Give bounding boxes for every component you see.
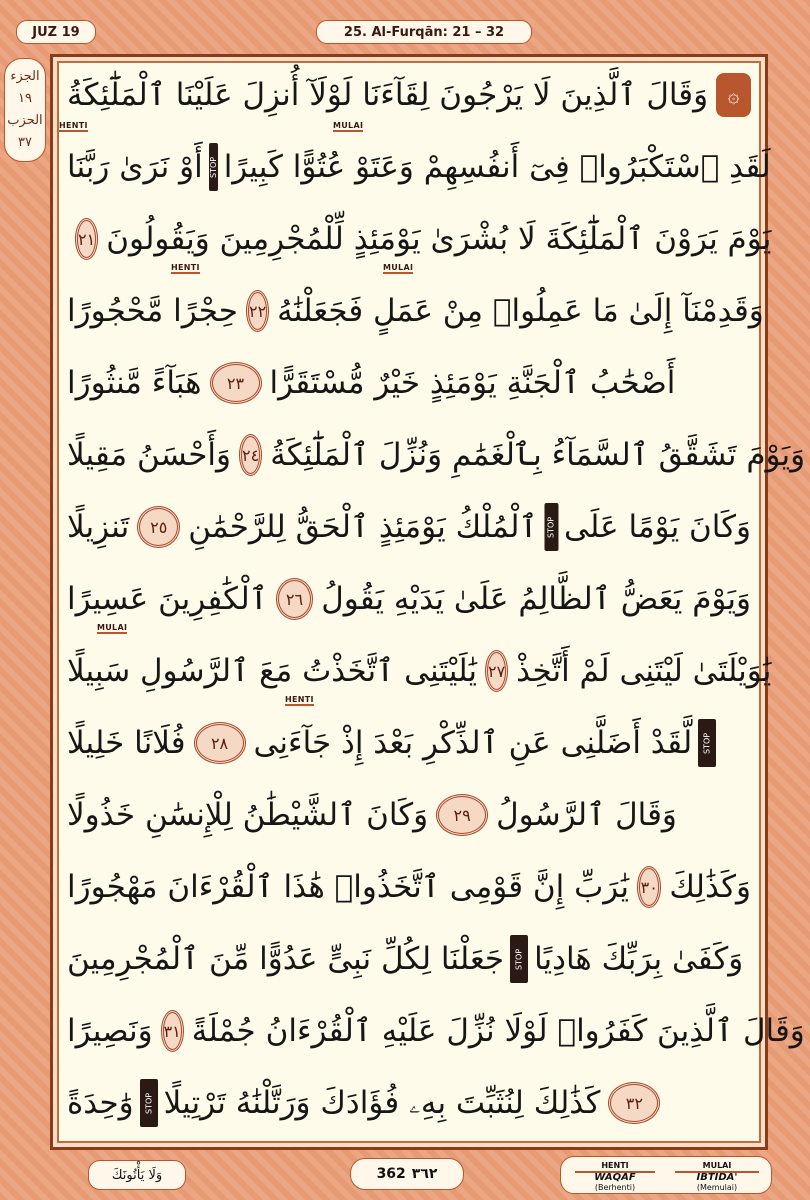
text-line-11 <box>67 781 751 849</box>
verse-text: يَٰرَبِّ إِنَّ قَوْمِى ٱتَّخَذُوا۟ هَٰذَا ٱلْقُرْءَانَ مَهْجُورًا <box>67 869 630 905</box>
stop-mark: STOP <box>510 935 528 983</box>
page-number-latin: 362 <box>376 1166 406 1182</box>
ayah-number-marker: ٢٨ <box>194 722 246 764</box>
text-line-12 <box>67 853 751 921</box>
juz-word: الجزء <box>10 69 40 84</box>
verse-text: وَقَالَ ٱلرَّسُولُ <box>496 797 677 833</box>
hizb-word: الحزب <box>7 113 43 128</box>
verse-text: وَكَفَىٰ بِرَبِّكَ هَادِيًا <box>534 941 744 977</box>
verse-text: وَأَحْسَنُ مَقِيلًا <box>67 437 231 473</box>
juz-label: JUZ 19 <box>16 20 96 44</box>
verse-text: وَقَالَ ٱلَّذِينَ كَفَرُوا۟ لَوْلَا نُزِّلَ عَلَيْهِ ٱلْقُرْءَانُ جُمْلَةً <box>191 1013 805 1049</box>
verse-text: ٱلْمُلْكُ يَوْمَئِذٍ ٱلْحَقُّ لِلرَّحْمَٰنِ <box>188 509 538 545</box>
ayah-number-marker: ٣٠ <box>637 866 661 908</box>
mulai-tag: MULAI <box>97 623 128 632</box>
verse-text: يَوْمَ يَرَوْنَ ٱلْمَلَٰٓئِكَةَ لَا بُشْرَىٰ يَوْمَئِذٍ لِّلْمُجْرِمِينَ وَيَقُولُونَ <box>106 221 772 257</box>
ayah-number-marker: ٢٥ <box>137 506 180 548</box>
mulai-tag: MULAI <box>333 121 364 130</box>
legend-ibtida <box>675 1161 759 1193</box>
text-line-5 <box>67 349 751 417</box>
text-line-14 <box>67 997 805 1065</box>
verse-text: أَوْ نَرَىٰ رَبَّنَا <box>67 149 203 185</box>
legend-ibtida-sub: (Memulai) <box>696 1183 738 1192</box>
ayah-number-marker: ٢٣ <box>210 362 262 404</box>
stop-mark: STOP <box>209 143 218 191</box>
verse-text: تَنزِيلًا <box>67 509 130 545</box>
text-line-1 <box>67 61 751 129</box>
henti-tag: HENTI <box>59 121 88 130</box>
verse-text: وَقَالَ ٱلَّذِينَ لَا يَرْجُونَ لِقَآءَنَا لَوْلَآ أُنزِلَ عَلَيْنَا ٱلْمَلَٰٓئِكَةُ <box>67 77 709 113</box>
quran-page <box>50 54 806 1150</box>
verse-text: وَكَانَ يَوْمًا عَلَى <box>564 509 751 545</box>
next-page-word: وَلَا يَأْتُونَكَ <box>88 1160 186 1190</box>
legend-mulai-label: MULAI <box>675 1161 759 1173</box>
page-number-arabic: ٣٦٢ <box>411 1166 438 1182</box>
verse-text: وَيَوْمَ تَشَقَّقُ ٱلسَّمَآءُ بِٱلْغَمَٰمِ وَنُزِّلَ ٱلْمَلَٰٓئِكَةُ <box>270 437 806 473</box>
henti-tag: HENTI <box>171 263 200 272</box>
legend-ibtida-label: IBTIDA' <box>696 1172 738 1183</box>
ayah-number-marker: ٣١ <box>161 1010 184 1052</box>
text-line-6 <box>67 421 806 489</box>
verse-text: وَٰحِدَةً <box>67 1085 134 1121</box>
verse-text: يَٰوَيْلَتَىٰ لَيْتَنِى لَمْ أَتَّخِذْ <box>516 653 772 689</box>
verse-text: وَيَوْمَ يَعَضُّ ٱلظَّالِمُ عَلَىٰ يَدَيْهِ يَقُولُ <box>321 581 751 617</box>
text-line-9 <box>67 637 772 705</box>
verse-text: وَكَذَٰلِكَ <box>669 869 751 905</box>
verse-text: لَقَدِ ٱسْتَكْبَرُوا۟ فِىٓ أَنفُسِهِمْ وَعَتَوْ عُتُوًّا كَبِيرًا <box>223 149 771 185</box>
juz-number: ١٩ <box>18 91 32 106</box>
verse-text: كَذَٰلِكَ لِنُثَبِّتَ بِهِۦ فُؤَادَكَ وَرَتَّلْنَٰهُ تَرْتِيلًا <box>163 1084 601 1121</box>
ayah-number-marker: ٢٦ <box>276 578 313 620</box>
text-line-2 <box>67 133 771 201</box>
surah-label: 25. Al-Furqān: 21 – 32 <box>316 20 532 44</box>
text-line-7 <box>67 493 751 561</box>
text-line-15 <box>67 1069 751 1137</box>
henti-tag: HENTI <box>285 695 314 704</box>
page-footer <box>0 1150 810 1200</box>
verse-text: هَبَآءً مَّنثُورًا <box>67 365 202 401</box>
juz-start-ornament-icon: ۞ <box>716 73 751 117</box>
stop-mark: STOP <box>544 503 558 551</box>
verse-text: لَّقَدْ أَضَلَّنِى عَنِ ٱلذِّكْرِ بَعْدَ إِذْ جَآءَنِى <box>253 725 693 761</box>
legend-henti-label: HENTI <box>575 1161 655 1173</box>
verse-text: يَٰلَيْتَنِى ٱتَّخَذْتُ مَعَ ٱلرَّسُولِ سَبِيلًا <box>67 653 477 689</box>
verse-text: أَصْحَٰبُ ٱلْجَنَّةِ يَوْمَئِذٍ خَيْرٌ مُّسْتَقَرًّا <box>269 365 676 401</box>
ayah-number-marker: ٢١ <box>75 218 98 260</box>
text-line-4 <box>67 277 764 345</box>
text-line-10 <box>67 709 751 777</box>
verse-text: فُلَانًا خَلِيلًا <box>67 725 186 761</box>
waqaf-ibtida-legend <box>560 1156 772 1194</box>
hizb-number: ٣٧ <box>18 135 32 150</box>
ayah-number-marker: ٢٩ <box>436 794 488 836</box>
verse-text: وَكَانَ ٱلشَّيْطَٰنُ لِلْإِنسَٰنِ خَذُولًا <box>67 797 429 833</box>
verse-text: حِجْرًا مَّحْجُورًا <box>67 293 238 329</box>
legend-waqaf <box>575 1161 655 1193</box>
text-line-8 <box>67 565 751 633</box>
legend-waqaf-label: WAQAF <box>594 1172 636 1183</box>
ayah-number-marker: ٢٤ <box>239 434 262 476</box>
stop-mark: STOP <box>140 1079 158 1127</box>
ayah-number-marker: ٣٢ <box>608 1082 660 1124</box>
header-bar <box>16 16 794 46</box>
ayah-number-marker: ٢٢ <box>246 290 269 332</box>
page-number <box>350 1158 464 1190</box>
text-line-13 <box>67 925 751 993</box>
mulai-tag: MULAI <box>383 263 414 272</box>
verse-text: وَقَدِمْنَآ إِلَىٰ مَا عَمِلُوا۟ مِنْ عَمَلٍ فَجَعَلْنَٰهُ <box>277 293 764 329</box>
ayah-number-marker: ٢٧ <box>485 650 508 692</box>
juz-hizb-marker <box>4 58 46 162</box>
stop-mark: STOP <box>698 719 716 767</box>
verse-text: جَعَلْنَا لِكُلِّ نَبِىٍّ عَدُوًّا مِّنَ ٱلْمُجْرِمِينَ <box>67 941 505 977</box>
verse-text: ٱلْكَٰفِرِينَ عَسِيرًا <box>67 581 268 617</box>
verse-text: وَنَصِيرًا <box>67 1013 153 1049</box>
legend-waqaf-sub: (Berhenti) <box>594 1183 636 1192</box>
